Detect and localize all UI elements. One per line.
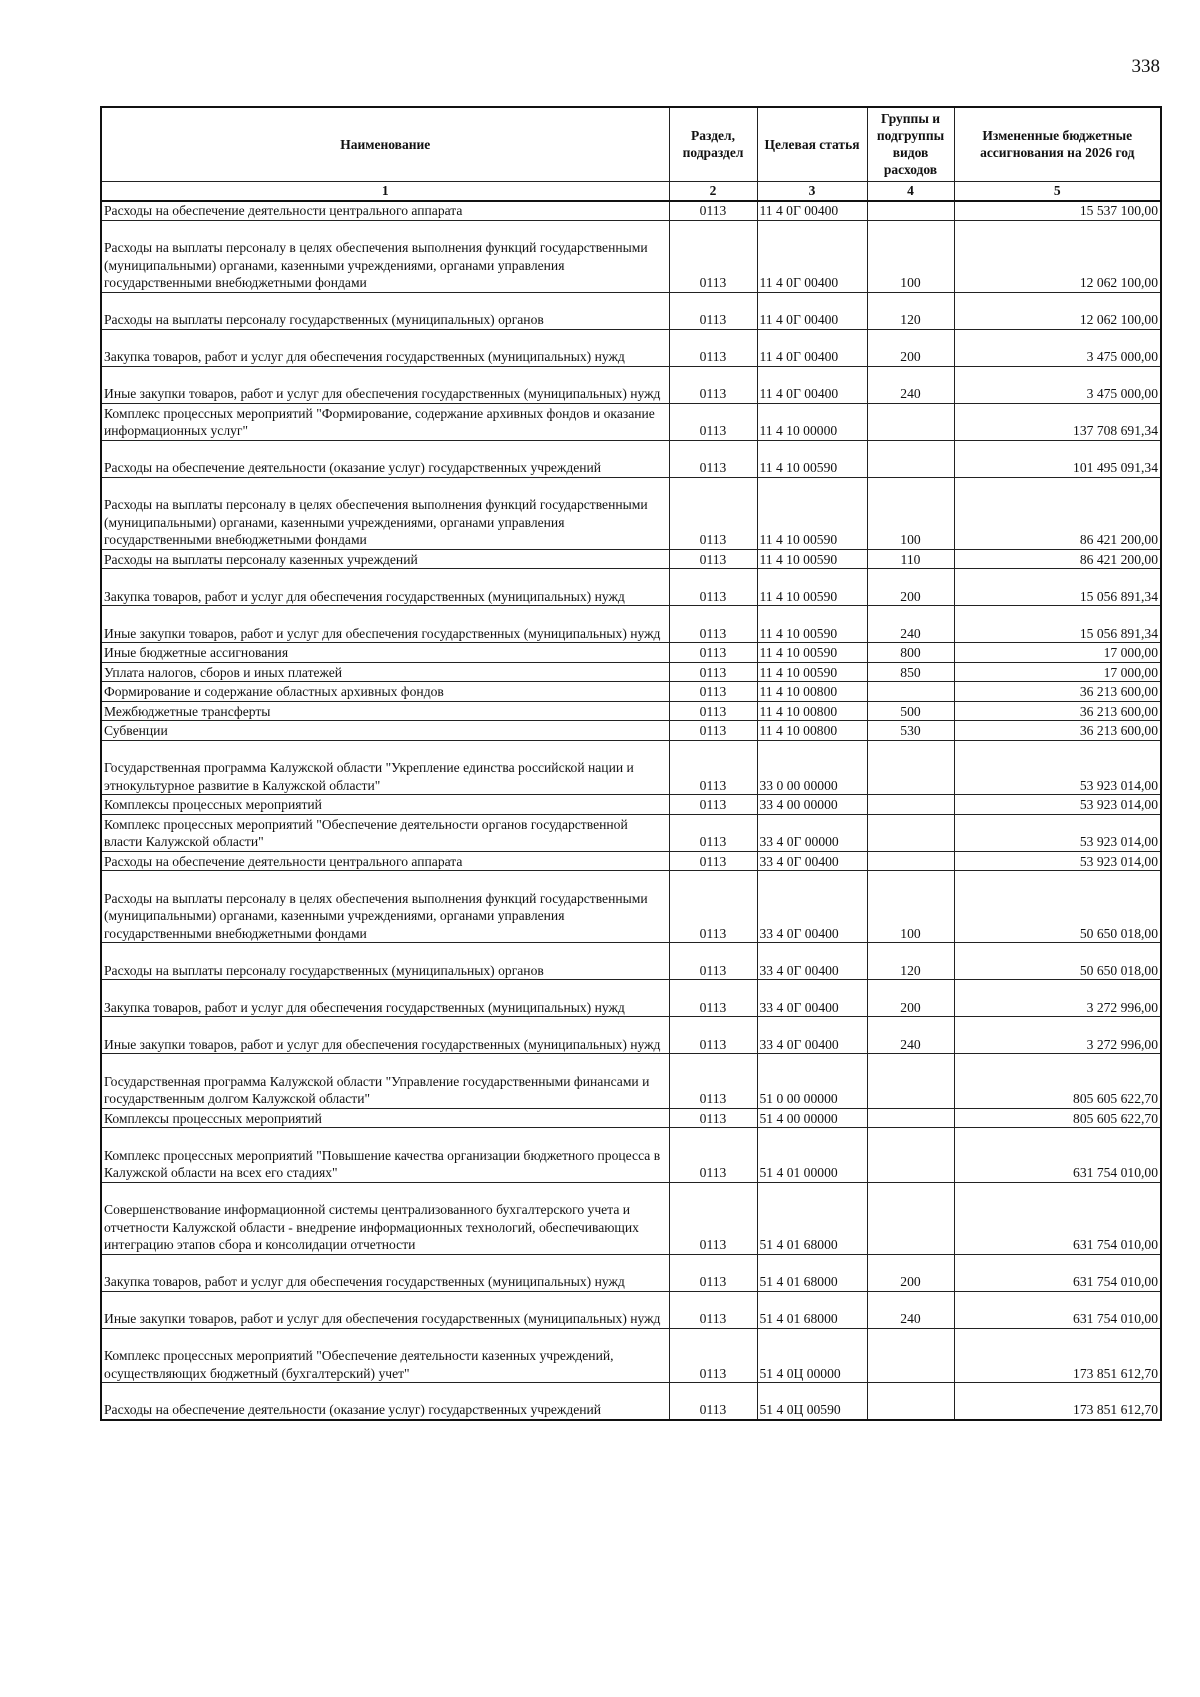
column-number: 2 — [669, 181, 757, 201]
row-target: 11 4 0Г 00400 — [757, 329, 867, 366]
row-target: 33 4 00 00000 — [757, 795, 867, 815]
row-section: 0113 — [669, 943, 757, 980]
row-section: 0113 — [669, 682, 757, 702]
row-group: 240 — [867, 606, 954, 643]
row-name: Иные закупки товаров, работ и услуг для обеспечения государственных (муниципальных) нужд — [101, 1291, 669, 1328]
table-row — [101, 851, 1161, 871]
row-name: Государственная программа Калужской области "Управление государственными финансами и государственным долгом Калужской области" — [101, 1054, 669, 1109]
row-section: 0113 — [669, 569, 757, 606]
row-group — [867, 740, 954, 795]
row-name: Расходы на выплаты персоналу в целях обеспечения выполнения функций государственными (муниципальными) органами, казенными учреждениями, органами управления государственными внебюджетными фондами — [101, 220, 669, 292]
table-row — [101, 1108, 1161, 1128]
row-amount: 17 000,00 — [954, 643, 1161, 663]
table-row — [101, 1291, 1161, 1328]
row-section: 0113 — [669, 220, 757, 292]
row-amount: 36 213 600,00 — [954, 721, 1161, 741]
row-amount: 50 650 018,00 — [954, 943, 1161, 980]
row-group — [867, 814, 954, 851]
row-target: 51 4 01 00000 — [757, 1128, 867, 1183]
row-target: 11 4 10 00800 — [757, 721, 867, 741]
header-section: Раздел, подраздел — [669, 107, 757, 181]
row-target: 11 4 10 00590 — [757, 477, 867, 549]
row-target: 11 4 10 00800 — [757, 682, 867, 702]
table-row — [101, 477, 1161, 549]
row-section: 0113 — [669, 1254, 757, 1291]
row-name: Иные закупки товаров, работ и услуг для обеспечения государственных (муниципальных) нужд — [101, 1017, 669, 1054]
row-amount: 53 923 014,00 — [954, 740, 1161, 795]
row-target: 11 4 10 00590 — [757, 606, 867, 643]
row-section: 0113 — [669, 643, 757, 663]
row-section: 0113 — [669, 201, 757, 221]
row-name: Расходы на обеспечение деятельности (оказание услуг) государственных учреждений — [101, 440, 669, 477]
row-group — [867, 1128, 954, 1183]
row-group — [867, 1383, 954, 1420]
table-row — [101, 871, 1161, 943]
row-group: 100 — [867, 477, 954, 549]
row-section: 0113 — [669, 549, 757, 569]
row-group — [867, 1054, 954, 1109]
row-amount: 53 923 014,00 — [954, 795, 1161, 815]
table-row — [101, 1054, 1161, 1109]
row-group: 100 — [867, 871, 954, 943]
table-body — [101, 201, 1161, 1420]
row-name: Закупка товаров, работ и услуг для обеспечения государственных (муниципальных) нужд — [101, 1254, 669, 1291]
row-target: 51 4 01 68000 — [757, 1291, 867, 1328]
table-row — [101, 606, 1161, 643]
row-group — [867, 1182, 954, 1254]
row-name: Формирование и содержание областных архивных фондов — [101, 682, 669, 702]
row-section: 0113 — [669, 662, 757, 682]
row-name: Расходы на выплаты персоналу казенных учреждений — [101, 549, 669, 569]
table-row — [101, 1328, 1161, 1383]
row-name: Расходы на выплаты персоналу государственных (муниципальных) органов — [101, 292, 669, 329]
table-row — [101, 1128, 1161, 1183]
row-group: 240 — [867, 366, 954, 403]
table-row — [101, 701, 1161, 721]
row-amount: 137 708 691,34 — [954, 403, 1161, 440]
row-name: Расходы на обеспечение деятельности центрального аппарата — [101, 851, 669, 871]
row-amount: 53 923 014,00 — [954, 851, 1161, 871]
row-target: 51 4 00 00000 — [757, 1108, 867, 1128]
row-section: 0113 — [669, 1054, 757, 1109]
row-target: 11 4 0Г 00400 — [757, 201, 867, 221]
table-row — [101, 814, 1161, 851]
row-target: 33 4 0Г 00400 — [757, 871, 867, 943]
row-name: Межбюджетные трансферты — [101, 701, 669, 721]
row-name: Комплекс процессных мероприятий "Обеспечение деятельности органов государственной власти Калужской области" — [101, 814, 669, 851]
row-group: 850 — [867, 662, 954, 682]
row-name: Закупка товаров, работ и услуг для обеспечения государственных (муниципальных) нужд — [101, 569, 669, 606]
row-name: Комплекс процессных мероприятий "Обеспечение деятельности казенных учреждений, осуществляющих бюджетный (бухгалтерский) учет" — [101, 1328, 669, 1383]
table-row — [101, 403, 1161, 440]
row-name: Расходы на обеспечение деятельности центрального аппарата — [101, 201, 669, 221]
row-target: 11 4 0Г 00400 — [757, 292, 867, 329]
row-amount: 12 062 100,00 — [954, 292, 1161, 329]
header-target: Целевая статья — [757, 107, 867, 181]
table-row — [101, 943, 1161, 980]
row-target: 51 0 00 00000 — [757, 1054, 867, 1109]
row-amount: 805 605 622,70 — [954, 1054, 1161, 1109]
row-section: 0113 — [669, 477, 757, 549]
row-name: Расходы на выплаты персоналу государственных (муниципальных) органов — [101, 943, 669, 980]
row-target: 51 4 01 68000 — [757, 1182, 867, 1254]
budget-table — [100, 106, 1162, 1421]
row-group — [867, 682, 954, 702]
row-name: Государственная программа Калужской области "Укрепление единства российской нации и этнокультурное развитие в Калужской области" — [101, 740, 669, 795]
row-amount: 36 213 600,00 — [954, 682, 1161, 702]
row-name: Иные закупки товаров, работ и услуг для обеспечения государственных (муниципальных) нужд — [101, 366, 669, 403]
table-row — [101, 1254, 1161, 1291]
row-target: 11 4 10 00590 — [757, 643, 867, 663]
row-target: 51 4 0Ц 00590 — [757, 1383, 867, 1420]
row-amount: 15 537 100,00 — [954, 201, 1161, 221]
row-amount: 53 923 014,00 — [954, 814, 1161, 851]
row-section: 0113 — [669, 851, 757, 871]
row-name: Уплата налогов, сборов и иных платежей — [101, 662, 669, 682]
row-section: 0113 — [669, 292, 757, 329]
row-name: Расходы на выплаты персоналу в целях обеспечения выполнения функций государственными (муниципальными) органами, казенными учреждениями, органами управления государственными внебюджетными фондами — [101, 871, 669, 943]
page-number: 338 — [1131, 56, 1160, 77]
row-group: 120 — [867, 943, 954, 980]
row-section: 0113 — [669, 721, 757, 741]
row-target: 11 4 10 00590 — [757, 662, 867, 682]
row-section: 0113 — [669, 606, 757, 643]
row-target: 11 4 10 00590 — [757, 549, 867, 569]
row-amount: 101 495 091,34 — [954, 440, 1161, 477]
row-target: 11 4 10 00590 — [757, 440, 867, 477]
table-row — [101, 440, 1161, 477]
table-row — [101, 549, 1161, 569]
row-amount: 86 421 200,00 — [954, 477, 1161, 549]
row-group: 240 — [867, 1017, 954, 1054]
row-name: Иные бюджетные ассигнования — [101, 643, 669, 663]
row-target: 33 4 0Г 00400 — [757, 980, 867, 1017]
row-amount: 173 851 612,70 — [954, 1328, 1161, 1383]
row-name: Комплекс процессных мероприятий "Формирование, содержание архивных фондов и оказание информационных услуг" — [101, 403, 669, 440]
row-target: 33 4 0Г 00400 — [757, 1017, 867, 1054]
header-name: Наименование — [101, 107, 669, 181]
row-target: 11 4 10 00590 — [757, 569, 867, 606]
row-target: 33 4 0Г 00400 — [757, 943, 867, 980]
row-amount: 3 272 996,00 — [954, 1017, 1161, 1054]
header-group: Группы и подгруппы видов расходов — [867, 107, 954, 181]
row-target: 11 4 10 00800 — [757, 701, 867, 721]
table-row — [101, 569, 1161, 606]
row-amount: 36 213 600,00 — [954, 701, 1161, 721]
row-group: 100 — [867, 220, 954, 292]
row-section: 0113 — [669, 1128, 757, 1183]
row-amount: 3 475 000,00 — [954, 366, 1161, 403]
row-amount: 631 754 010,00 — [954, 1254, 1161, 1291]
row-section: 0113 — [669, 1291, 757, 1328]
table-row — [101, 740, 1161, 795]
column-number: 3 — [757, 181, 867, 201]
row-amount: 50 650 018,00 — [954, 871, 1161, 943]
table-row — [101, 1182, 1161, 1254]
row-section: 0113 — [669, 1017, 757, 1054]
table-row — [101, 795, 1161, 815]
table-row — [101, 1017, 1161, 1054]
table-row — [101, 662, 1161, 682]
row-group — [867, 201, 954, 221]
row-group — [867, 1108, 954, 1128]
table-row — [101, 292, 1161, 329]
table-row — [101, 1383, 1161, 1420]
table-row — [101, 329, 1161, 366]
row-name: Закупка товаров, работ и услуг для обеспечения государственных (муниципальных) нужд — [101, 329, 669, 366]
row-group — [867, 795, 954, 815]
row-group: 200 — [867, 569, 954, 606]
row-amount: 805 605 622,70 — [954, 1108, 1161, 1128]
row-group: 500 — [867, 701, 954, 721]
table-row — [101, 721, 1161, 741]
row-name: Расходы на выплаты персоналу в целях обеспечения выполнения функций государственными (муниципальными) органами, казенными учреждениями, органами управления государственными внебюджетными фондами — [101, 477, 669, 549]
row-amount: 631 754 010,00 — [954, 1128, 1161, 1183]
table-row — [101, 220, 1161, 292]
row-name: Закупка товаров, работ и услуг для обеспечения государственных (муниципальных) нужд — [101, 980, 669, 1017]
row-section: 0113 — [669, 1383, 757, 1420]
row-group: 240 — [867, 1291, 954, 1328]
row-target: 11 4 10 00000 — [757, 403, 867, 440]
column-number: 4 — [867, 181, 954, 201]
row-amount: 173 851 612,70 — [954, 1383, 1161, 1420]
row-section: 0113 — [669, 740, 757, 795]
row-section: 0113 — [669, 701, 757, 721]
row-amount: 17 000,00 — [954, 662, 1161, 682]
row-group: 200 — [867, 980, 954, 1017]
row-section: 0113 — [669, 1328, 757, 1383]
table-row — [101, 682, 1161, 702]
row-amount: 3 475 000,00 — [954, 329, 1161, 366]
row-section: 0113 — [669, 403, 757, 440]
row-section: 0113 — [669, 329, 757, 366]
row-amount: 3 272 996,00 — [954, 980, 1161, 1017]
row-section: 0113 — [669, 980, 757, 1017]
row-target: 11 4 0Г 00400 — [757, 366, 867, 403]
row-target: 51 4 0Ц 00000 — [757, 1328, 867, 1383]
table-row — [101, 366, 1161, 403]
row-group: 530 — [867, 721, 954, 741]
header-amount: Измененные бюджетные ассигнования на 2026 год — [954, 107, 1161, 181]
table-row — [101, 643, 1161, 663]
table-row — [101, 980, 1161, 1017]
column-number: 1 — [101, 181, 669, 201]
row-name: Комплексы процессных мероприятий — [101, 795, 669, 815]
row-group — [867, 440, 954, 477]
row-section: 0113 — [669, 440, 757, 477]
table-row — [101, 201, 1161, 221]
row-amount: 631 754 010,00 — [954, 1182, 1161, 1254]
row-amount: 86 421 200,00 — [954, 549, 1161, 569]
row-section: 0113 — [669, 366, 757, 403]
row-group: 800 — [867, 643, 954, 663]
row-name: Совершенствование информационной системы централизованного бухгалтерского учета и отчетности Калужской области - внедрение информационных технологий, обеспечивающих интеграцию этапов сбора и консолидации отчетности — [101, 1182, 669, 1254]
row-name: Иные закупки товаров, работ и услуг для обеспечения государственных (муниципальных) нужд — [101, 606, 669, 643]
row-section: 0113 — [669, 795, 757, 815]
row-group: 110 — [867, 549, 954, 569]
row-amount: 631 754 010,00 — [954, 1291, 1161, 1328]
row-section: 0113 — [669, 871, 757, 943]
row-group — [867, 1328, 954, 1383]
row-target: 51 4 01 68000 — [757, 1254, 867, 1291]
row-group — [867, 851, 954, 871]
row-section: 0113 — [669, 1182, 757, 1254]
row-amount: 15 056 891,34 — [954, 569, 1161, 606]
row-target: 11 4 0Г 00400 — [757, 220, 867, 292]
row-target: 33 4 0Г 00400 — [757, 851, 867, 871]
row-section: 0113 — [669, 1108, 757, 1128]
row-target: 33 4 0Г 00000 — [757, 814, 867, 851]
column-number: 5 — [954, 181, 1161, 201]
row-section: 0113 — [669, 814, 757, 851]
row-target: 33 0 00 00000 — [757, 740, 867, 795]
row-group — [867, 403, 954, 440]
row-name: Комплекс процессных мероприятий "Повышение качества организации бюджетного процесса в Калужской области на всех его стадиях" — [101, 1128, 669, 1183]
row-amount: 12 062 100,00 — [954, 220, 1161, 292]
row-group: 200 — [867, 329, 954, 366]
row-group: 200 — [867, 1254, 954, 1291]
row-name: Расходы на обеспечение деятельности (оказание услуг) государственных учреждений — [101, 1383, 669, 1420]
row-name: Субвенции — [101, 721, 669, 741]
row-amount: 15 056 891,34 — [954, 606, 1161, 643]
row-name: Комплексы процессных мероприятий — [101, 1108, 669, 1128]
row-group: 120 — [867, 292, 954, 329]
